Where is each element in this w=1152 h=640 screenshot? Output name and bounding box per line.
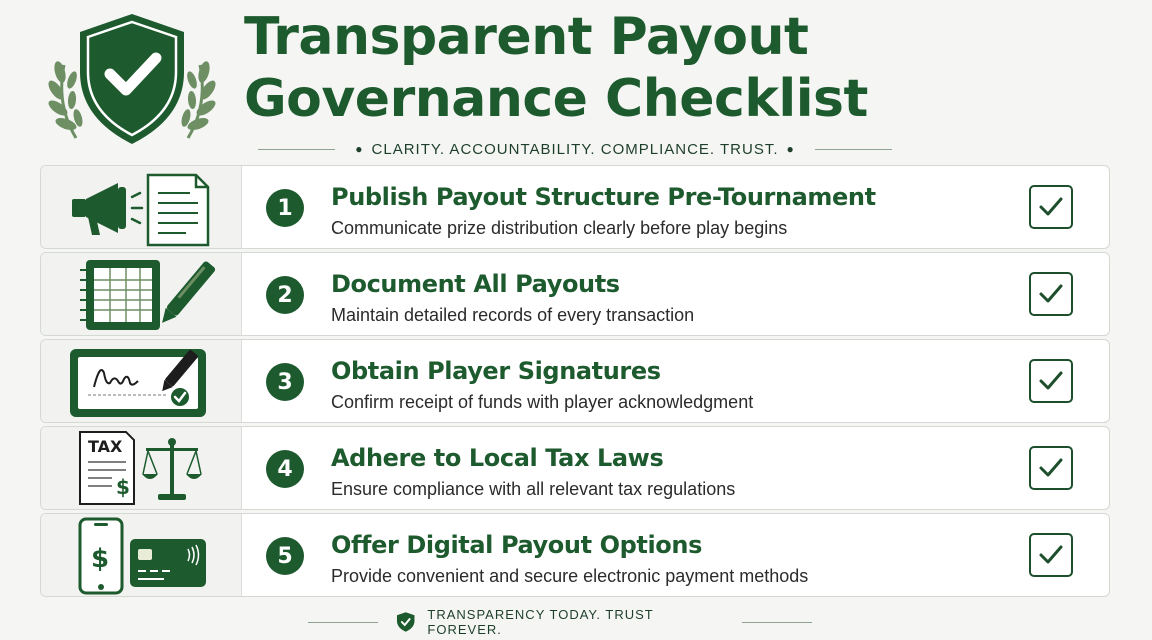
step-number: 2 [266,276,304,314]
checklist-item [40,513,1110,597]
shield-check-logo-icon [46,10,218,150]
item-description: Ensure compliance with all relevant tax regulations [331,479,736,499]
item-title: Adhere to Local Tax Laws [331,444,664,472]
item-illustration [41,340,242,422]
item-description: Confirm receipt of funds with player acknowledgment [331,392,754,412]
dollar-icon: $ [91,544,110,574]
step-number: 5 [266,537,304,575]
dollar-icon: $ [116,475,130,499]
ledger-pen-icon [66,256,216,334]
tagline-text: CLARITY. ACCOUNTABILITY. COMPLIANCE. TRUST. [371,140,779,158]
tagline [246,139,904,159]
divider [258,149,335,150]
checklist-item [40,252,1110,336]
checkmark-icon [1037,454,1065,482]
item-title: Publish Payout Structure Pre-Tournament [331,183,876,211]
checkbox-checked[interactable] [1029,359,1073,403]
checkbox-checked[interactable] [1029,446,1073,490]
checkbox-checked[interactable] [1029,272,1073,316]
step-number: 4 [266,450,304,488]
bullet-icon: ● [786,142,795,156]
footer-text: TRANSPARENCY TODAY. TRUST FOREVER. [427,607,654,637]
megaphone-document-icon [66,169,216,247]
item-illustration [41,514,242,596]
item-illustration [41,166,242,248]
step-number: 1 [266,189,304,227]
signature-tablet-icon [66,343,216,421]
title-line-1: Transparent Payout [244,7,809,67]
divider [815,149,892,150]
item-description: Communicate prize distribution clearly before play begins [331,218,788,238]
checkbox-checked[interactable] [1029,185,1073,229]
footer [290,607,830,637]
checkmark-icon [1037,541,1065,569]
checklist-item [40,426,1110,510]
divider [742,622,812,623]
shield-check-icon [396,611,415,633]
item-title: Obtain Player Signatures [331,357,661,385]
title-line-2: Governance Checklist [244,69,868,129]
item-illustration [41,427,242,509]
checkmark-icon [1037,193,1065,221]
step-number: 3 [266,363,304,401]
phone-card-icon [66,517,216,595]
checkmark-icon [1037,280,1065,308]
item-title: Document All Payouts [331,270,620,298]
tax-label: TAX [88,437,123,456]
item-description: Provide convenient and secure electronic payment methods [331,566,809,586]
checkbox-checked[interactable] [1029,533,1073,577]
item-title: Offer Digital Payout Options [331,531,702,559]
checklist [40,165,1110,600]
divider [308,622,378,623]
checklist-item [40,165,1110,249]
tax-scales-icon [66,430,216,508]
item-description: Maintain detailed records of every transaction [331,305,695,325]
checkmark-icon [1037,367,1065,395]
page-title [244,6,944,130]
checklist-item [40,339,1110,423]
item-illustration [41,253,242,335]
bullet-icon: ● [355,142,364,156]
